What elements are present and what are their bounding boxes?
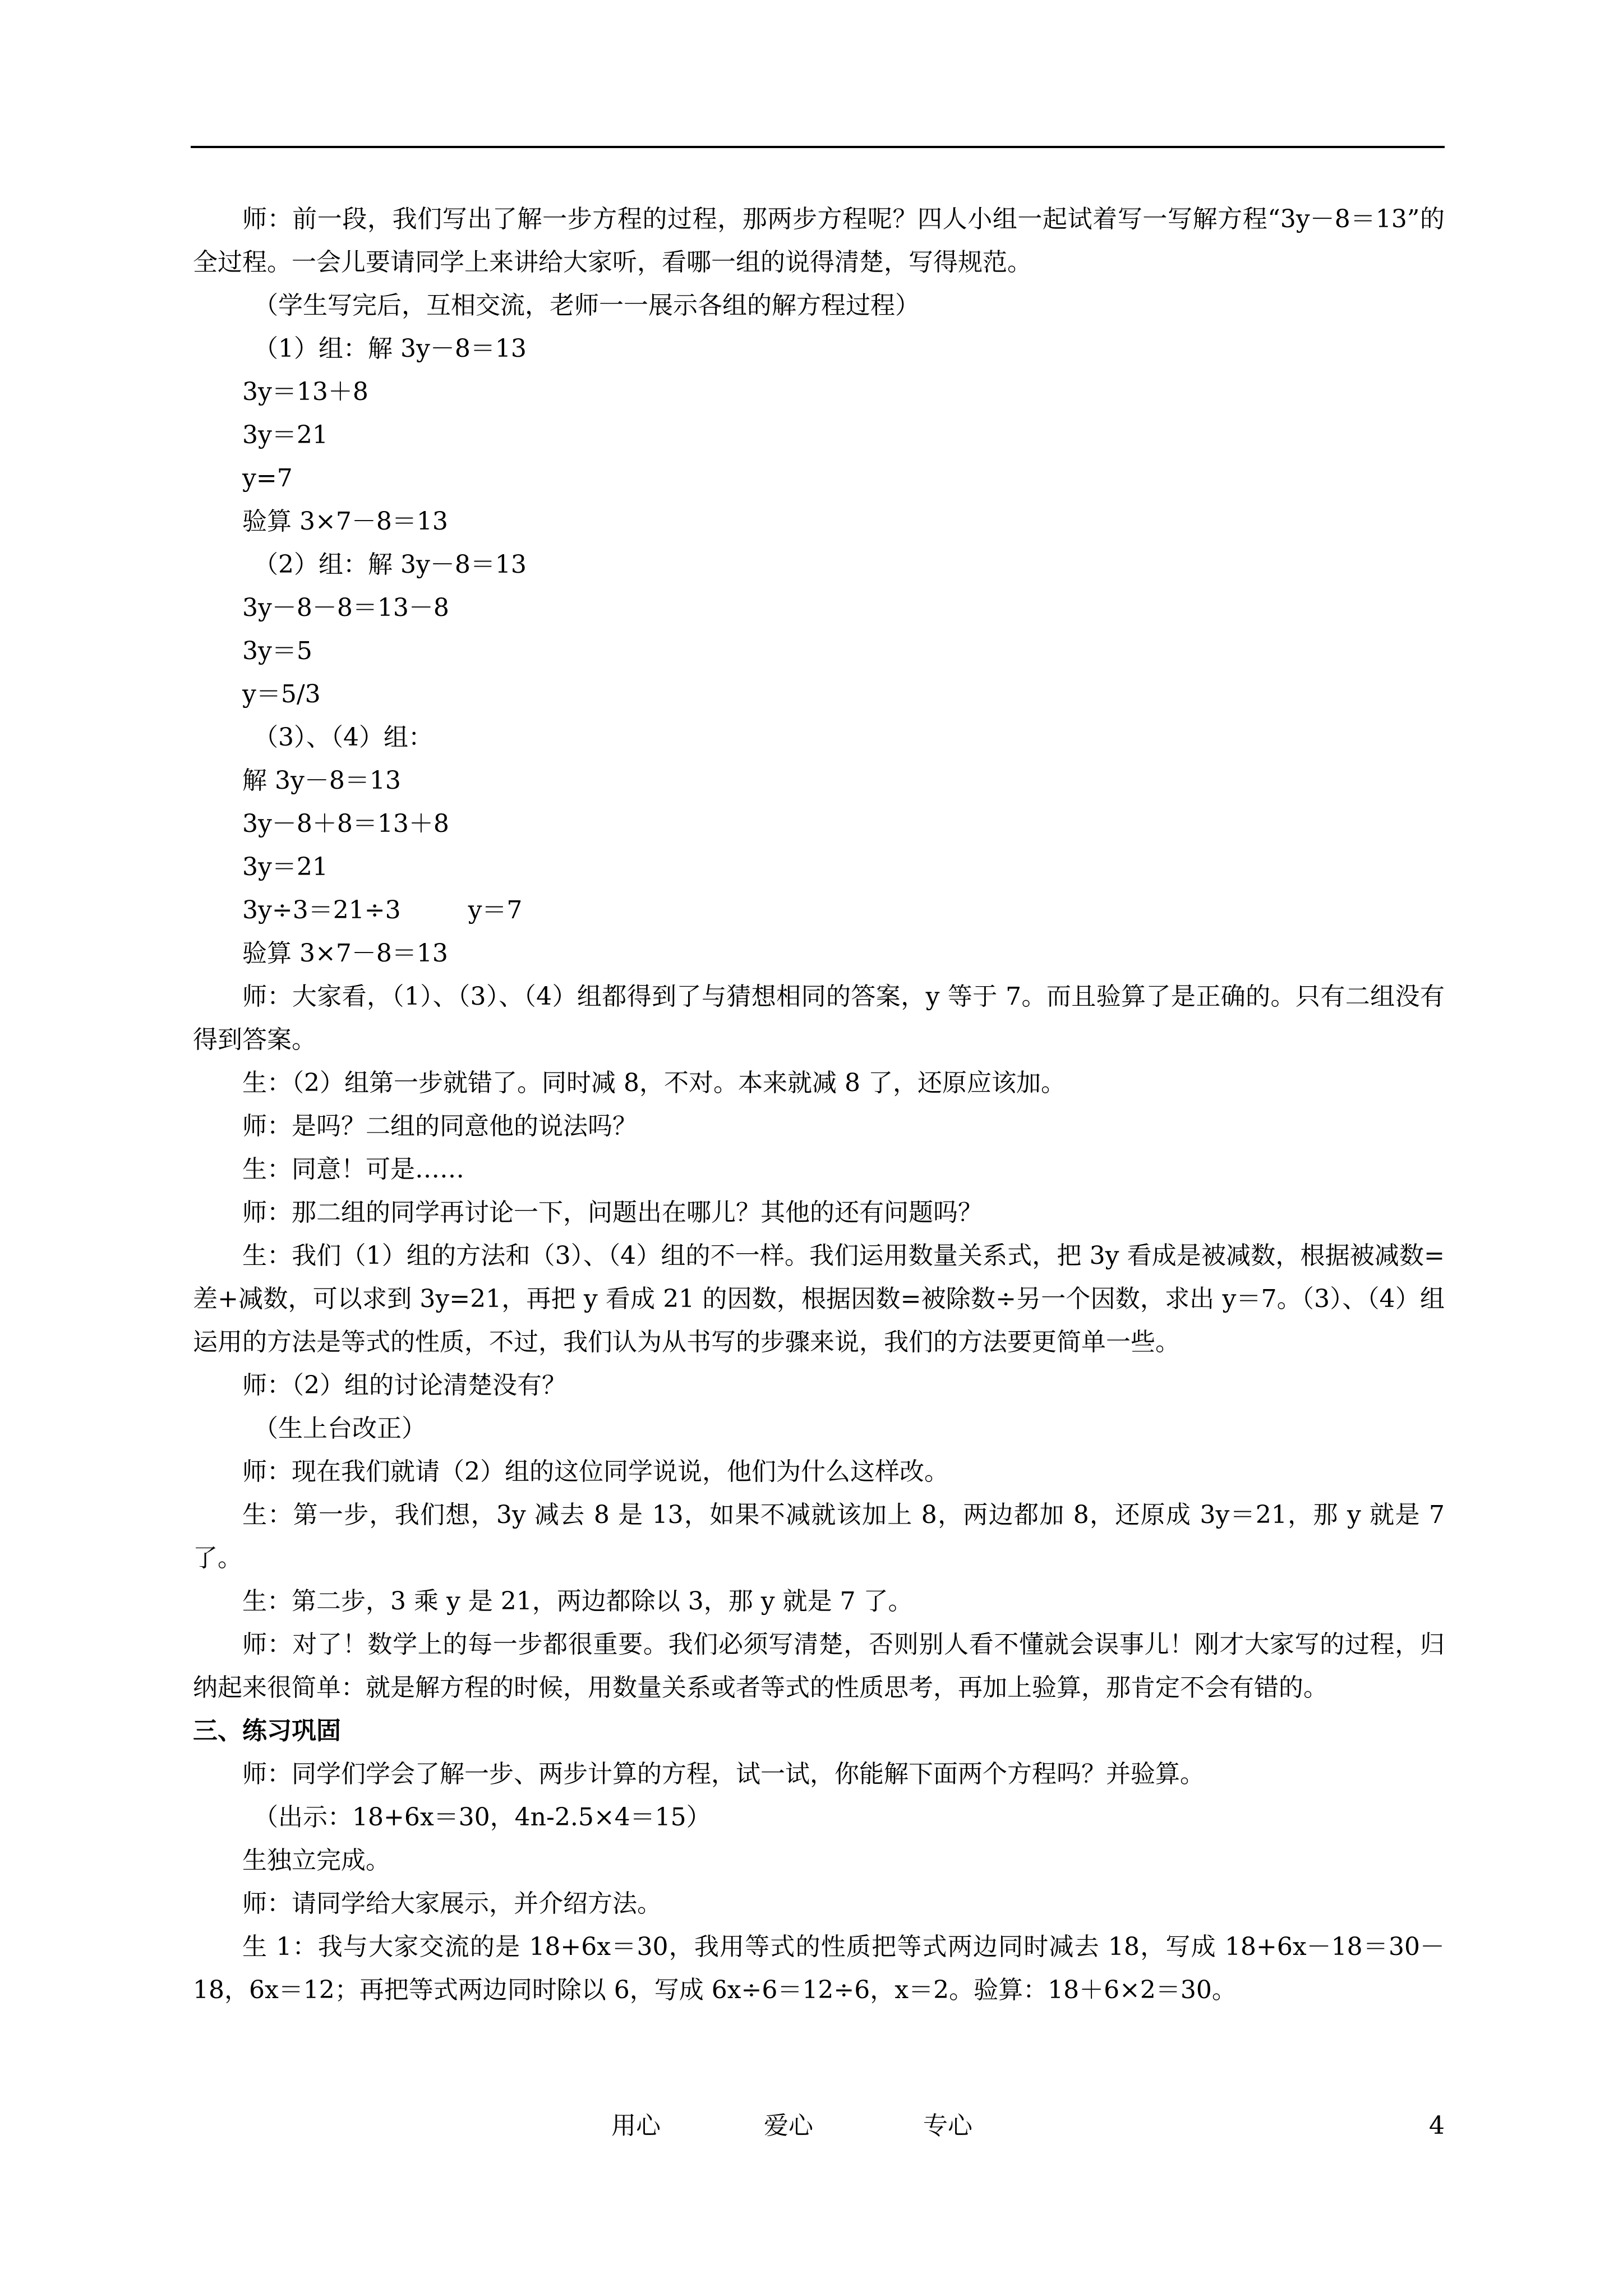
paragraph: 师：同学们学会了解一步、两步计算的方程，试一试，你能解下面两个方程吗？并验算。 (242, 1760, 1205, 1788)
equation-line: 3y＝5 (242, 637, 312, 665)
paragraph: （出示：18+6x＝30，4n-2.5×4＝15） (253, 1803, 711, 1832)
paragraph: 师：前一段，我们写出了解一步方程的过程，那两步方程呢？四人小组一起试着写一写解方程“3y－8＝13”的全过程。一会儿要请同学上来讲给大家听，看哪一组的说得清楚，写得规范。 (193, 205, 1445, 277)
paragraph: （1）组：解 3y－8＝13 (253, 334, 527, 363)
paragraph: 生 1：我与大家交流的是 18+6x＝30，我用等式的性质把等式两边同时减去 18，写成 18+6x－18＝30－18，6x＝12；再把等式两边同时除以 6，写成 6x÷6＝12÷6，x＝2。验算：18＋6×2＝30。 (193, 1932, 1445, 2004)
equation-line: 3y＝21 (242, 421, 328, 449)
paragraph: 师：是吗？二组的同意他的说法吗？ (242, 1112, 637, 1140)
paragraph: （2）组：解 3y－8＝13 (253, 550, 527, 579)
paragraph: 生独立完成。 (242, 1846, 390, 1875)
paragraph: 生：第二步，3 乘 y 是 21，两边都除以 3，那 y 就是 7 了。 (242, 1587, 913, 1616)
footer-text-left: 用心 (611, 2111, 661, 2140)
equation-part: 3y÷3＝21÷3 (242, 896, 401, 924)
equation-line: 解 3y－8＝13 (242, 766, 401, 795)
paragraph: 师：那二组的同学再讨论一下，问题出在哪儿？其他的还有问题吗？ (242, 1198, 983, 1227)
equation-line: 3y＝21 (242, 853, 328, 881)
paragraph: 生：我们（1）组的方法和（3）、（4）组的不一样。我们运用数量关系式，把 3y 看成是被减数，根据被减数=差+减数，可以求到 3y=21，再把 y 看成 21 的因数，根据因数=被除数÷另一个因数，求出 y＝7。（3）、（4）组运用的方法是等式的性质，不过，我们认为从书写的步骤来说，我们的方法要更简单一些。 (193, 1241, 1445, 1356)
equation-line: y=7 (242, 464, 293, 493)
paragraph: 师：大家看，（1）、（3）、（4）组都得到了与猜想相同的答案，y 等于 7。而且验算了是正确的。只有二组没有得到答案。 (193, 982, 1445, 1054)
equation-part: y＝7 (468, 896, 523, 924)
paragraph: （3）、（4）组： (253, 723, 433, 752)
paragraph: 师：现在我们就请（2）组的这位同学说说，他们为什么这样改。 (242, 1457, 949, 1486)
equation-line: y＝5/3 (242, 680, 321, 708)
paragraph: 生：第一步，我们想，3y 减去 8 是 13，如果不减就该加上 8，两边都加 8，还原成 3y＝21，那 y 就是 7 了。 (193, 1501, 1445, 1572)
equation-line: 验算 3×7－8＝13 (242, 507, 448, 536)
equation-line: 3y－8＋8＝13＋8 (242, 809, 449, 838)
equation-line (193, 889, 1445, 932)
equation-line: 3y＝13＋8 (242, 378, 368, 406)
document-body (193, 197, 1445, 2012)
page-number: 4 (1429, 2111, 1445, 2140)
paragraph: 生：（2）组第一步就错了。同时减 8，不对。本来就减 8 了，还原应该加。 (242, 1069, 1066, 1097)
footer-text-right: 专心 (923, 2111, 972, 2140)
header-rule (191, 146, 1445, 148)
paragraph: 师：请同学给大家展示，并介绍方法。 (242, 1889, 662, 1918)
equation-line: 验算 3×7－8＝13 (242, 939, 448, 968)
paragraph: 生：同意！可是…… (242, 1155, 464, 1184)
section-heading: 三、练习巩固 (193, 1717, 341, 1745)
paragraph: （学生写完后，互相交流，老师一一展示各组的解方程过程） (253, 291, 920, 320)
paragraph: 师：对了！数学上的每一步都很重要。我们必须写清楚，否则别人看不懂就会误事儿！刚才大家写的过程，归纳起来很简单：就是解方程的时候，用数量关系或者等式的性质思考，再加上验算，那肯定不会有错的。 (193, 1630, 1445, 1702)
equation-line: 3y－8－8＝13－8 (242, 593, 449, 622)
paragraph: （生上台改正） (253, 1414, 426, 1443)
footer-text-middle: 爱心 (764, 2111, 813, 2140)
paragraph: 师：（2）组的讨论清楚没有？ (242, 1371, 566, 1400)
